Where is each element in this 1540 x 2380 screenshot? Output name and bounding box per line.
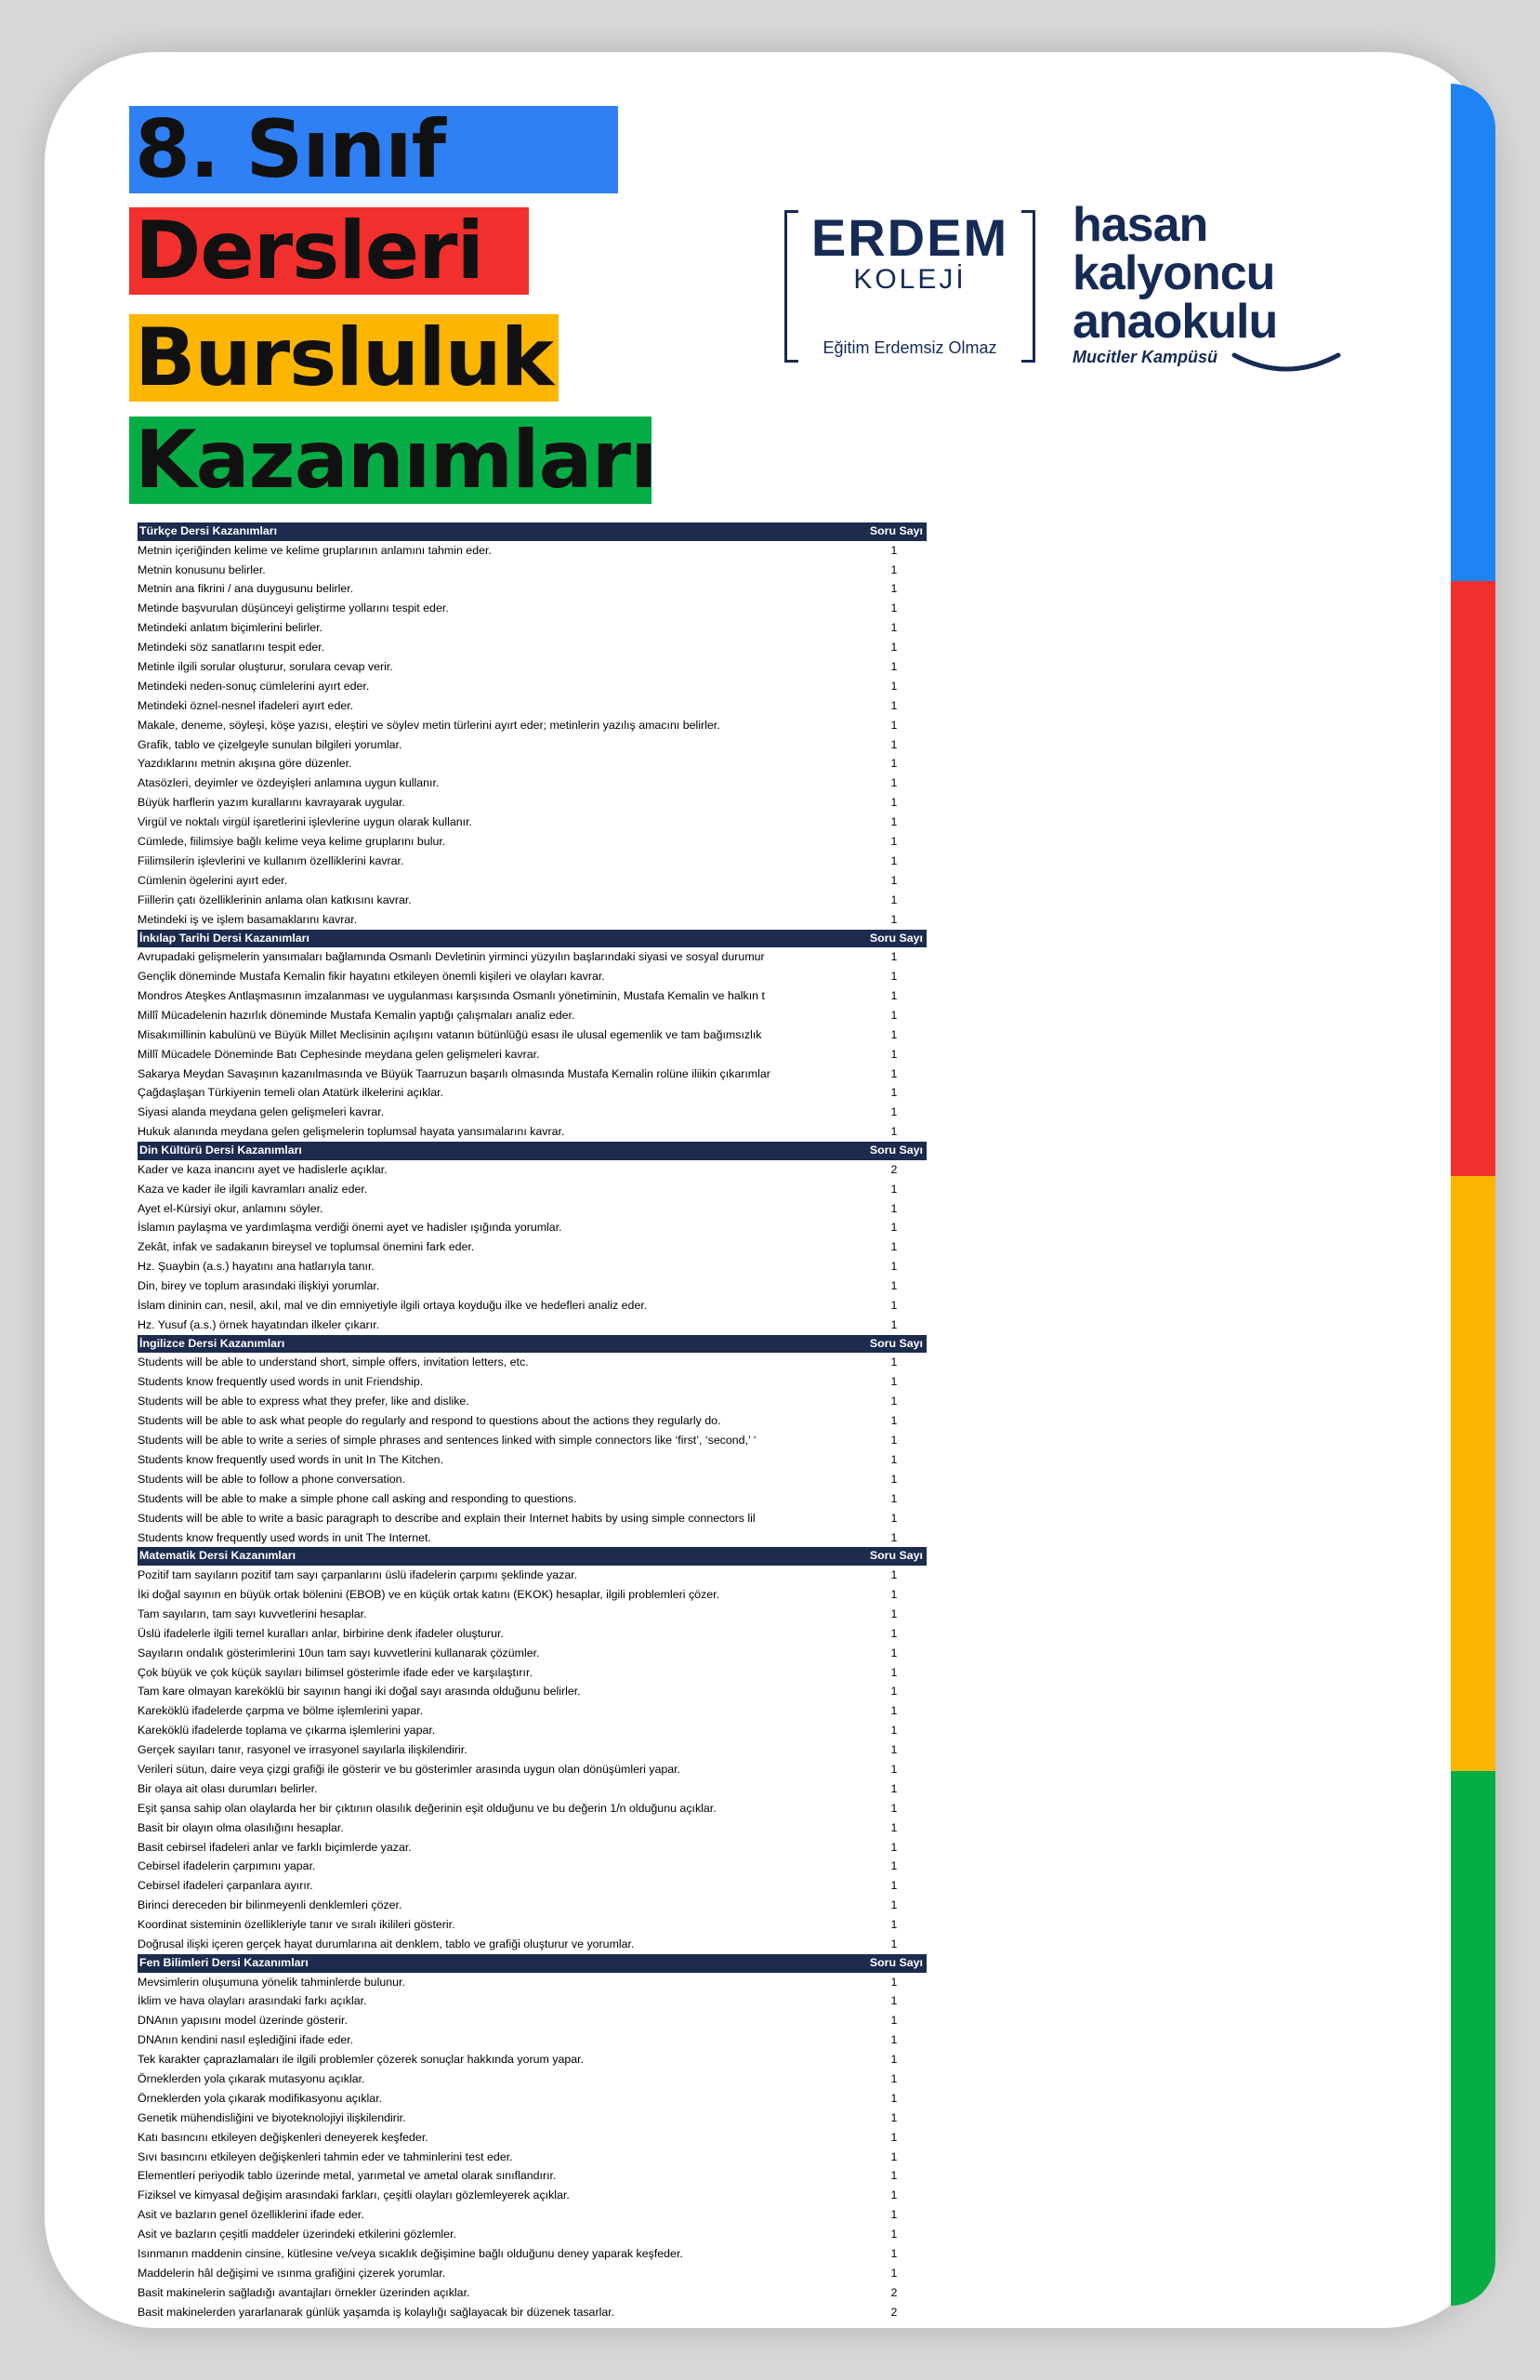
question-count: 1 <box>890 1279 898 1293</box>
question-count: 1 <box>890 1008 898 1022</box>
section-header <box>138 1142 927 1160</box>
outcome-text: Basit makinelerin sağladığı avantajları örnekler üzerinden açıklar. <box>138 2285 470 2299</box>
outcome-text: Hz. Şuaybin (a.s.) hayatını ana hatlarıyla tanır. <box>138 1260 375 1274</box>
outcome-text: Üslü ifadelerle ilgili temel kuralları anlar, birbirine denk ifadeler oluşturur. <box>138 1626 504 1640</box>
outcome-text: Pozitif tam sayıların pozitif tam sayı çarpanlarını üslü ifadelerin çarpımı şeklinde yazar. <box>138 1568 578 1582</box>
question-count: 1 <box>890 835 898 849</box>
outcome-text: Elementleri periyodik tablo üzerinde metal, yarımetal ve ametal olarak sınıflandırır. <box>138 2169 557 2183</box>
question-count: 1 <box>890 2266 898 2280</box>
table-row <box>138 2264 927 2283</box>
outcome-text: Tam sayıların, tam sayı kuvvetlerini hesaplar. <box>138 1606 367 1620</box>
section-count-label: Soru Sayı <box>869 524 923 537</box>
table-row <box>138 1122 927 1142</box>
outcome-text: Metindeki neden-sonuç cümlelerini ayırt eder. <box>138 679 370 693</box>
table-row <box>138 561 927 580</box>
question-count: 1 <box>890 1240 898 1254</box>
table-row <box>138 1450 927 1470</box>
outcome-text: Isınmanın maddenin cinsine, kütlesine ve/veya sıcaklık değişimine bağlı olduğunu deney yaparak keşfeder. <box>138 2247 683 2261</box>
question-count: 1 <box>890 1260 898 1274</box>
hk-logo-line-3: anaokulu <box>1073 295 1278 349</box>
question-count: 1 <box>890 1568 898 1582</box>
table-row <box>138 2148 927 2167</box>
question-count: 1 <box>890 698 898 712</box>
table-row <box>138 2030 927 2050</box>
question-count: 1 <box>890 1587 898 1601</box>
table-row <box>138 1392 927 1411</box>
table-row <box>138 754 927 774</box>
table-row <box>138 2186 927 2205</box>
table-row <box>138 1470 927 1489</box>
outcome-text: Avrupadaki gelişmelerin yansımaları bağlamında Osmanlı Devletinin yirminci yüzyılın başlarındaki siyasi ve sosyal durumur <box>138 950 765 964</box>
question-count: 1 <box>890 1665 898 1679</box>
table-row <box>138 1180 927 1199</box>
table-row <box>138 1721 927 1740</box>
table-row <box>138 2089 927 2109</box>
table-row <box>138 1915 927 1935</box>
question-count: 1 <box>890 1491 898 1505</box>
outcome-text: İklim ve hava olayları arasındaki farkı açıklar. <box>138 1994 367 2008</box>
question-count: 1 <box>890 2033 898 2047</box>
table-row <box>138 813 927 832</box>
outcome-text: Cebirsel ifadeleri çarpanlara ayırır. <box>138 1879 313 1893</box>
table-row <box>138 1760 927 1779</box>
outcome-text: Örneklerden yola çıkarak modifikasyonu açıklar. <box>138 2091 383 2105</box>
question-count: 1 <box>890 2169 898 2183</box>
question-count: 1 <box>890 757 898 771</box>
question-count: 1 <box>890 2072 898 2086</box>
question-count: 1 <box>890 1820 898 1834</box>
table-row <box>138 1276 927 1296</box>
table-row <box>138 1585 927 1605</box>
table-row <box>138 793 927 813</box>
question-count: 1 <box>890 970 898 984</box>
question-count: 1 <box>890 892 898 906</box>
side-stripe-blue <box>1451 84 1495 581</box>
table-row <box>138 1566 927 1585</box>
question-count: 1 <box>890 1994 898 2008</box>
table-row <box>138 2069 927 2089</box>
outcome-text: Millî Mücadele Döneminde Batı Cephesinde meydana gelen gelişmeleri kavrar. <box>138 1047 540 1061</box>
section-header <box>138 522 927 541</box>
table-row <box>138 1876 927 1896</box>
outcome-text: Virgül ve noktalı virgül işaretlerini işlevlerine uygun olarak kullanır. <box>138 815 472 829</box>
question-count: 1 <box>890 1606 898 1620</box>
table-row <box>138 1083 927 1103</box>
table-row <box>138 1644 927 1663</box>
outcome-text: DNAnın kendini nasıl eşlediğini ifade eder. <box>138 2033 354 2047</box>
outcomes-table <box>138 522 927 2322</box>
outcome-text: Metnin konusunu belirler. <box>138 562 266 576</box>
section-count-label: Soru Sayı <box>869 1144 923 1157</box>
question-count: 1 <box>890 2149 898 2163</box>
question-count: 1 <box>890 1355 898 1369</box>
table-row <box>138 1624 927 1644</box>
smile-icon <box>1231 350 1342 377</box>
question-count: 1 <box>890 2228 898 2241</box>
table-row <box>138 774 927 793</box>
outcome-text: Fiziksel ve kimyasal değişim arasındaki farkları, çeşitli olayları gözlemleyerek açıklar. <box>138 2188 570 2202</box>
question-count: 1 <box>890 1626 898 1640</box>
outcome-text: Genetik mühendisliğini ve biyoteknolojiyi ilişkilendirir. <box>138 2110 406 2124</box>
question-count: 1 <box>890 2053 898 2067</box>
outcome-text: İki doğal sayının en büyük ortak bölenini (EBOB) ve en küçük ortak katını (EKOK) hesaplar, ilgili problemleri çözer. <box>138 1587 720 1601</box>
outcome-text: Metindeki anlatım biçimlerini belirler. <box>138 621 323 635</box>
outcome-text: Kareköklü ifadelerde çarpma ve bölme işlemlerini yapar. <box>138 1704 424 1718</box>
outcome-text: Cümlenin ögelerini ayırt eder. <box>138 873 288 887</box>
question-count: 1 <box>890 2091 898 2105</box>
outcome-text: Tek karakter çaprazlamaları ile ilgili problemler çözerek sonuçlar hakkında yorum yapar. <box>138 2053 584 2067</box>
hk-logo-tagline: Mucitler Kampüsü <box>1073 348 1218 366</box>
outcome-text: Din, birey ve toplum arasındaki ilişkiyi yorumlar. <box>138 1279 380 1293</box>
section-count-label: Soru Sayı <box>869 1955 923 1969</box>
table-row <box>138 2128 927 2148</box>
table-row <box>138 2011 927 2030</box>
question-count: 1 <box>890 1743 898 1757</box>
outcome-text: Çağdaşlaşan Türkiyenin temeli olan Atatürk ilkelerini açıklar. <box>138 1086 443 1100</box>
outcome-text: Maddelerin hâl değişimi ve ısınma grafiğini çizerek yorumlar. <box>138 2266 446 2280</box>
table-row <box>138 579 927 599</box>
question-count: 1 <box>890 1975 898 1989</box>
table-row <box>138 2166 927 2186</box>
table-row <box>138 1372 927 1392</box>
question-count: 1 <box>890 2188 898 2202</box>
question-count: 1 <box>890 2130 898 2144</box>
table-row <box>138 1218 927 1237</box>
question-count: 1 <box>890 853 898 867</box>
table-row <box>138 1991 927 2011</box>
outcome-text: Gerçek sayıları tanır, rasyonel ve irrasyonel sayılarla ilişkilendirir. <box>138 1743 467 1757</box>
outcome-text: Örneklerden yola çıkarak mutasyonu açıklar. <box>138 2072 365 2086</box>
question-count: 2 <box>890 2285 898 2299</box>
section-count-label: Soru Sayı <box>869 1549 923 1563</box>
question-count: 1 <box>890 1182 898 1196</box>
table-row <box>138 2244 927 2264</box>
table-row <box>138 638 927 657</box>
question-count: 1 <box>890 912 898 926</box>
hk-logo-line-2: kalyoncu <box>1073 246 1275 300</box>
outcome-text: Gençlik döneminde Mustafa Kemalin fikir hayatını etkileyen önemli kişileri ve olayları kavrar. <box>138 970 605 984</box>
outcome-text: Kaza ve kader ile ilgili kavramları analiz eder. <box>138 1182 368 1196</box>
outcome-text: Bir olaya ait olası durumları belirler. <box>138 1781 318 1795</box>
outcome-text: Metindeki öznel-nesnel ifadeleri ayırt eder. <box>138 698 354 712</box>
outcome-text: Students will be able to follow a phone conversation. <box>138 1472 405 1486</box>
question-count: 1 <box>890 718 898 732</box>
outcome-text: Doğrusal ilişki içeren gerçek hayat durumlarına ait denklem, tablo ve grafiği oluşturur ve yorumlar. <box>138 1937 635 1950</box>
outcome-text: Students will be able to ask what people do regularly and respond to questions about the actions they regularly do. <box>138 1414 721 1428</box>
table-row <box>138 618 927 638</box>
outcome-text: Siyasi alanda meydana gelen gelişmeleri kavrar. <box>138 1105 385 1119</box>
section-title: Matematik Dersi Kazanımları <box>139 1549 296 1563</box>
question-count: 1 <box>890 2110 898 2124</box>
outcome-text: Yazdıklarını metnin akışına göre düzenler. <box>138 757 352 771</box>
outcome-text: Katı basıncını etkileyen değişkenleri deneyerek keşfeder. <box>138 2130 428 2144</box>
table-row <box>138 1857 927 1876</box>
table-row <box>138 2109 927 2128</box>
table-row <box>138 2050 927 2069</box>
title-line-4: Kazanımları <box>129 416 652 504</box>
table-row <box>138 1025 927 1045</box>
side-stripe-yellow <box>1451 1176 1495 1771</box>
table-row <box>138 1838 927 1858</box>
question-count: 1 <box>890 1646 898 1659</box>
table-row <box>138 1064 927 1084</box>
table-row <box>138 1431 927 1450</box>
question-count: 1 <box>890 1879 898 1893</box>
outcome-text: Students know frequently used words in unit The Internet. <box>138 1530 431 1544</box>
outcome-text: Cümlede, fiilimsiye bağlı kelime veya kelime gruplarını bulur. <box>138 835 446 849</box>
question-count: 1 <box>890 1027 898 1041</box>
table-row <box>138 1935 927 1954</box>
table-row <box>138 1296 927 1316</box>
question-count: 1 <box>890 1221 898 1235</box>
table-row <box>138 1353 927 1372</box>
table-row <box>138 1316 927 1335</box>
outcome-text: Hukuk alanında meydana gelen gelişmelerin toplumsal hayata yansımalarını kavrar. <box>138 1125 565 1139</box>
question-count: 1 <box>890 679 898 693</box>
outcome-text: Sıvı basıncını etkileyen değişkenleri tahmin eder ve tahminlerini test eder. <box>138 2149 513 2163</box>
outcome-text: Students will be able to write a series of simple phrases and sentences linked with simple connectors like ‘first’, ‘second,’ ‘ <box>138 1434 757 1448</box>
table-row <box>138 1160 927 1180</box>
title-line-1: 8. Sınıf <box>129 106 618 193</box>
question-count: 1 <box>890 1840 898 1854</box>
outcome-text: Hz. Yusuf (a.s.) örnek hayatından ilkeler çıkarır. <box>138 1317 380 1331</box>
question-count: 1 <box>890 950 898 964</box>
table-row <box>138 832 927 852</box>
table-row <box>138 1779 927 1799</box>
table-row <box>138 2303 927 2322</box>
question-count: 1 <box>890 988 898 1002</box>
question-count: 1 <box>890 1395 898 1408</box>
question-count: 1 <box>890 2208 898 2222</box>
outcome-text: Students know frequently used words in unit In The Kitchen. <box>138 1452 444 1466</box>
side-stripe-red <box>1451 581 1495 1176</box>
outcome-text: Atasözleri, deyimler ve özdeyişleri anlamına uygun kullanır. <box>138 776 440 790</box>
table-row <box>138 947 927 967</box>
outcome-text: Metinle ilgili sorular oluşturur, sorulara cevap verir. <box>138 660 393 674</box>
outcome-text: Tam kare olmayan kareköklü bir sayının hangi iki doğal sayı arasında olduğunu belirler. <box>138 1685 581 1699</box>
table-row <box>138 1509 927 1528</box>
question-count: 1 <box>890 1317 898 1331</box>
outcome-text: Büyük harflerin yazım kurallarını kavrayarak uygular. <box>138 796 405 810</box>
table-row <box>138 891 927 910</box>
erdem-logo-motto: Eğitim Erdemsiz Olmaz <box>823 338 997 357</box>
question-count: 1 <box>890 1781 898 1795</box>
question-count: 1 <box>890 796 898 810</box>
section-count-label: Soru Sayı <box>869 1336 923 1350</box>
outcome-text: Makale, deneme, söyleşi, köşe yazısı, eleştiri ve söylev metin türlerini ayırt eder; metinlerin yazılış amacını belirler. <box>138 718 720 732</box>
table-row <box>138 2225 927 2244</box>
outcome-text: Eşit şansa sahip olan olaylarda her bir çıktının olasılık değerinin eşit olduğunu ve bu değerin 1/n olduğunu açıklar. <box>138 1801 717 1815</box>
hk-logo-line-1: hasan <box>1073 198 1208 252</box>
question-count: 1 <box>890 2247 898 2261</box>
table-row <box>138 871 927 891</box>
outcome-text: Sayıların ondalık gösterimlerini 10un tam sayı kuvvetlerini kullanarak çözümler. <box>138 1646 540 1659</box>
question-count: 1 <box>890 1724 898 1738</box>
outcome-text: Mevsimlerin oluşumuna yönelik tahminlerde bulunur. <box>138 1975 405 1989</box>
question-count: 2 <box>890 2305 898 2319</box>
question-count: 1 <box>890 737 898 751</box>
question-count: 1 <box>890 776 898 790</box>
table-row <box>138 1799 927 1818</box>
question-count: 1 <box>890 1125 898 1139</box>
outcome-text: Verileri sütun, daire veya çizgi grafiği ile gösterir ve bu gösterimler arasında uygun olan dönüşümleri yapar. <box>138 1762 681 1776</box>
table-row <box>138 1257 927 1276</box>
table-row <box>138 2205 927 2225</box>
table-row <box>138 1818 927 1838</box>
outcome-text: Basit makinelerden yararlanarak günlük yaşamda iş kolaylığı sağlayacak bir düzenek tasarlar. <box>138 2305 615 2319</box>
section-header <box>138 1547 927 1566</box>
table-row <box>138 1199 927 1219</box>
question-count: 1 <box>890 543 898 557</box>
table-row <box>138 657 927 677</box>
question-count: 1 <box>890 1452 898 1466</box>
outcome-text: Metindeki söz sanatlarını tespit eder. <box>138 641 325 654</box>
outcome-text: Ayet el-Kürsiyi okur, anlamını söyler. <box>138 1201 323 1215</box>
question-count: 1 <box>890 1859 898 1873</box>
table-row <box>138 735 927 755</box>
question-count: 1 <box>890 1704 898 1718</box>
outcome-text: Sakarya Meydan Savaşının kazanılmasında ve Büyük Taarruzun başarılı olmasında Mustafa Kemalin rolüne iliikin çıkarımlar <box>138 1066 770 1080</box>
question-count: 1 <box>890 1201 898 1215</box>
table-row <box>138 1103 927 1122</box>
question-count: 1 <box>890 1937 898 1950</box>
section-title: İnkılap Tarihi Dersi Kazanımları <box>139 931 309 945</box>
table-row <box>138 967 927 986</box>
outcome-text: Students will be able to understand short, simple offers, invitation letters, etc. <box>138 1355 529 1369</box>
outcome-text: Birinci dereceden bir bilinmeyenli denklemleri çözer. <box>138 1898 402 1912</box>
outcome-text: Kader ve kaza inancını ayet ve hadislerle açıklar. <box>138 1162 388 1176</box>
table-row <box>138 910 927 930</box>
hasan-kalyoncu-logo <box>1073 198 1342 377</box>
question-count: 1 <box>890 602 898 615</box>
outcome-text: Fiilimsilerin işlevlerini ve kullanım özelliklerini kavrar. <box>138 853 404 867</box>
outcome-text: Metinde başvurulan düşünceyi geliştirme yollarını tespit eder. <box>138 602 449 615</box>
table-row <box>138 1663 927 1683</box>
table-row <box>138 1701 927 1721</box>
question-count: 1 <box>890 2014 898 2028</box>
outcome-text: İslam dininin can, nesil, akıl, mal ve din emniyetiyle ilgili ortaya koyduğu ilke ve hedefleri analiz eder. <box>138 1299 648 1313</box>
question-count: 1 <box>890 641 898 654</box>
question-count: 1 <box>890 1511 898 1525</box>
question-count: 1 <box>890 1299 898 1313</box>
outcome-text: Students will be able to make a simple phone call asking and responding to questions. <box>138 1491 577 1505</box>
table-row <box>138 1045 927 1064</box>
table-row <box>138 599 927 618</box>
section-header <box>138 1954 927 1973</box>
table-row <box>138 1682 927 1701</box>
section-title: Din Kültürü Dersi Kazanımları <box>139 1144 302 1157</box>
table-row <box>138 852 927 871</box>
question-count: 1 <box>890 1530 898 1544</box>
outcome-text: Millî Mücadelenin hazırlık döneminde Mustafa Kemalin yaptığı çalışmaları analiz eder. <box>138 1008 575 1022</box>
table-row <box>138 1237 927 1257</box>
section-header <box>138 1335 927 1354</box>
outcome-text: Students will be able to write a basic paragraph to describe and explain their Internet habits by using simple connectors lil <box>138 1511 756 1525</box>
outcome-text: Basit cebirsel ifadeleri anlar ve farklı biçimlerde yazar. <box>138 1840 412 1854</box>
outcome-text: Kareköklü ifadelerde toplama ve çıkarma işlemlerini yapar. <box>138 1724 436 1738</box>
question-count: 1 <box>890 1066 898 1080</box>
question-count: 1 <box>890 1762 898 1776</box>
outcome-text: Metnin içeriğinden kelime ve kelime gruplarının anlamını tahmin eder. <box>138 543 492 557</box>
outcome-text: Asit ve bazların genel özelliklerini ifade eder. <box>138 2208 364 2222</box>
section-title: İngilizce Dersi Kazanımları <box>139 1336 285 1350</box>
table-row <box>138 1605 927 1624</box>
table-row <box>138 1489 927 1509</box>
question-count: 1 <box>890 1105 898 1119</box>
outcome-text: Metindeki iş ve işlem basamaklarını kavrar. <box>138 912 358 926</box>
table-row <box>138 677 927 696</box>
table-row <box>138 2283 927 2303</box>
side-stripe-green <box>1451 1771 1495 2306</box>
outcome-text: İslamın paylaşma ve yardımlaşma verdiği önemi ayet ve hadisler ışığında yorumlar. <box>138 1221 562 1235</box>
question-count: 1 <box>890 562 898 576</box>
question-count: 1 <box>890 1434 898 1448</box>
question-count: 1 <box>890 1047 898 1061</box>
question-count: 2 <box>890 1162 898 1176</box>
question-count: 1 <box>890 582 898 596</box>
section-title: Türkçe Dersi Kazanımları <box>139 524 278 537</box>
table-row <box>138 1740 927 1760</box>
table-row <box>138 1896 927 1915</box>
outcome-text: Koordinat sisteminin özellikleriyle tanır ve sıralı ikilileri gösterir. <box>138 1918 455 1932</box>
erdem-logo-sub: KOLEJİ <box>853 264 967 295</box>
erdem-logo-name: ERDEM <box>810 208 1009 267</box>
section-count-label: Soru Sayı <box>869 931 923 945</box>
question-count: 1 <box>890 815 898 829</box>
outcome-text: Çok büyük ve çok küçük sayıları bilimsel gösterimle ifade eder ve karşılaştırır. <box>138 1665 533 1679</box>
outcome-text: Metnin ana fikrini / ana duygusunu belirler. <box>138 582 354 596</box>
outcome-text: Basit bir olayın olma olasılığını hesaplar. <box>138 1820 344 1834</box>
title-line-3: Bursluluk <box>129 314 559 402</box>
table-row <box>138 541 927 561</box>
table-row <box>138 1973 927 1992</box>
outcome-text: Zekât, infak ve sadakanın bireysel ve toplumsal önemini fark eder. <box>138 1240 475 1254</box>
question-count: 1 <box>890 873 898 887</box>
question-count: 1 <box>890 1414 898 1428</box>
section-header <box>138 930 927 948</box>
outcome-text: Asit ve bazların çeşitli maddeler üzerindeki etkilerini gözlemler. <box>138 2228 456 2241</box>
question-count: 1 <box>890 1375 898 1389</box>
question-count: 1 <box>890 1685 898 1699</box>
question-count: 1 <box>890 1086 898 1100</box>
table-row <box>138 1528 927 1548</box>
erdem-koleji-logo <box>784 210 1035 359</box>
question-count: 1 <box>890 1472 898 1486</box>
outcome-text: Mondros Ateşkes Antlaşmasının imzalanması ve uygulanması karşısında Osmanlı yönetiminin, Mustafa Kemalin ve halkın t <box>138 988 765 1002</box>
outcome-text: Misakımillinin kabulünü ve Büyük Millet Meclisinin açılışını vatanın bütünlüğü esası ile ulusal egemenlik ve tam bağımsızlık <box>138 1027 762 1041</box>
outcome-text: Fiillerin çatı özelliklerinin anlama olan katkısını kavrar. <box>138 892 412 906</box>
outcome-text: Cebirsel ifadelerin çarpımını yapar. <box>138 1859 316 1873</box>
question-count: 1 <box>890 660 898 674</box>
question-count: 1 <box>890 1918 898 1932</box>
question-count: 1 <box>890 1801 898 1815</box>
table-row <box>138 986 927 1006</box>
outcome-text: Students know frequently used words in unit Friendship. <box>138 1375 424 1389</box>
table-row <box>138 716 927 735</box>
question-count: 1 <box>890 1898 898 1912</box>
table-row <box>138 696 927 716</box>
table-row <box>138 1411 927 1431</box>
question-count: 1 <box>890 621 898 635</box>
outcome-text: DNAnın yapısını model üzerinde gösterir. <box>138 2014 348 2028</box>
table-row <box>138 1006 927 1025</box>
outcome-text: Students will be able to express what they prefer, like and dislike. <box>138 1395 469 1408</box>
section-title: Fen Bilimleri Dersi Kazanımları <box>139 1955 309 1969</box>
title-line-2: Dersleri <box>129 207 529 295</box>
outcome-text: Grafik, tablo ve çizelgeyle sunulan bilgileri yorumlar. <box>138 737 402 751</box>
